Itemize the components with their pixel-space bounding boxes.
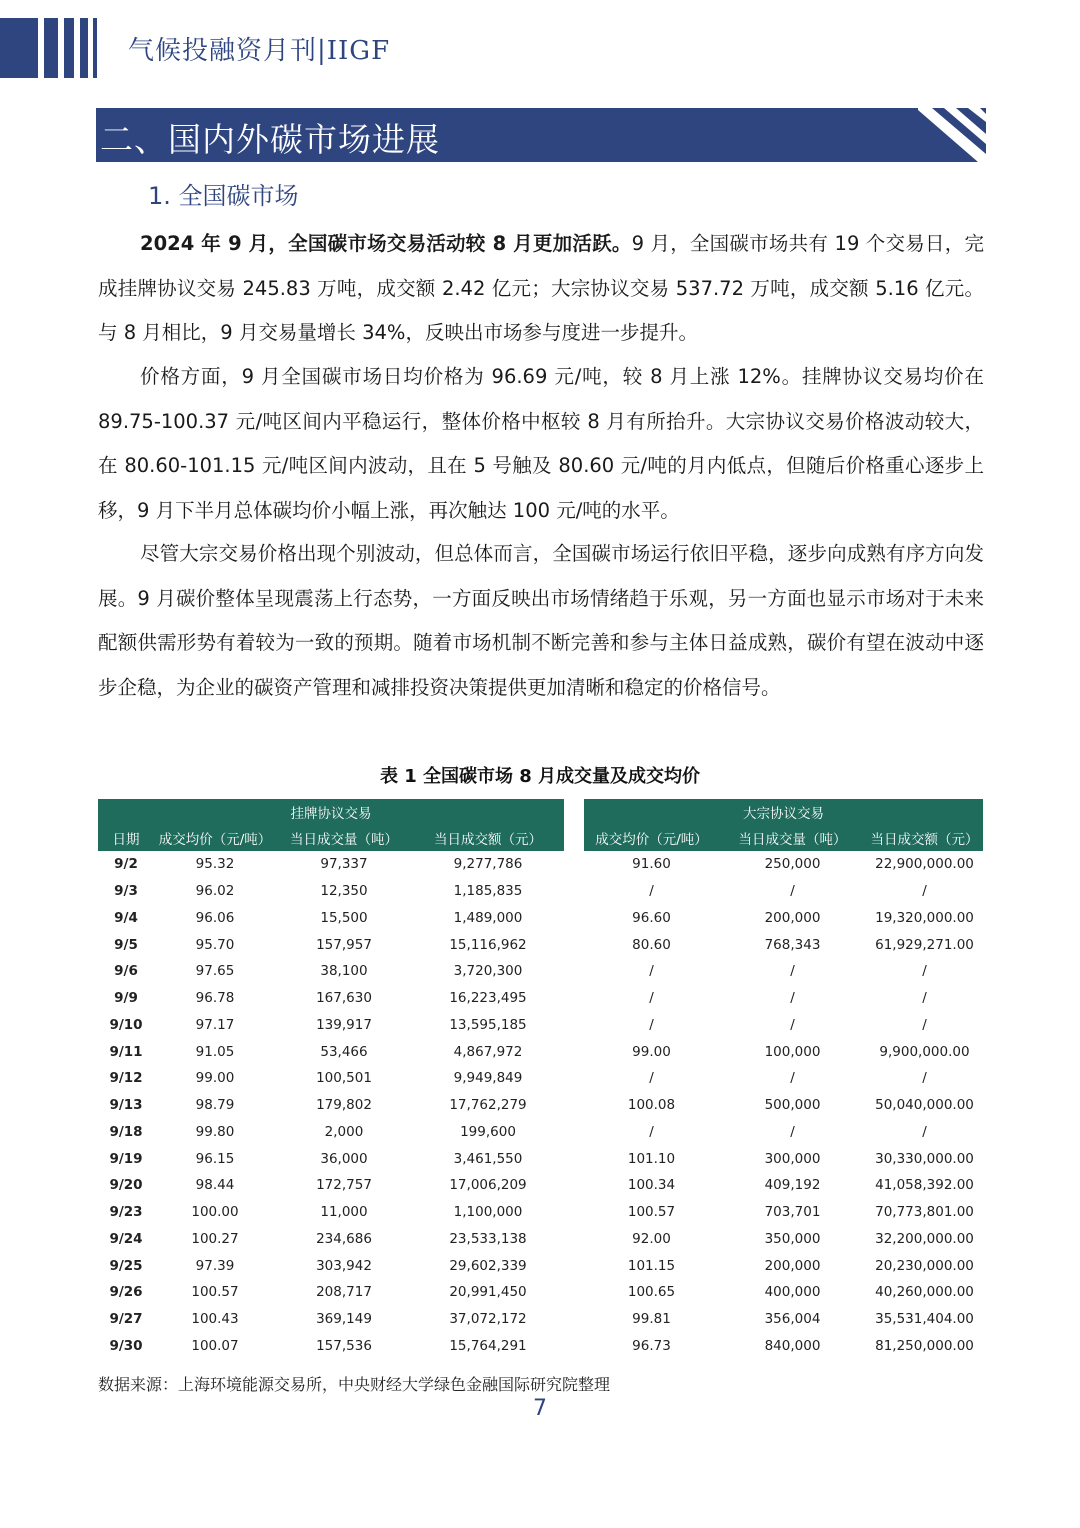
price-cell: 101.15 [627,1257,676,1274]
date-cell: 9/30 [109,1337,143,1354]
price-cell: 99.80 [195,1123,235,1140]
table-row [98,1038,564,1065]
amount-cell: 9,900,000.00 [879,1043,970,1060]
paragraph-1 [98,222,984,356]
volume-cell: 400,000 [764,1284,821,1301]
table-row [584,1145,983,1172]
amount-cell: 20,230,000.00 [875,1257,974,1274]
price-cell: 92.00 [632,1230,671,1247]
price-cell: 100.07 [191,1337,239,1354]
volume-cell: 356,004 [764,1311,821,1328]
price-cell: 100.57 [191,1284,239,1301]
amount-cell: 40,260,000.00 [875,1284,974,1301]
amount-cell: 30,330,000.00 [875,1150,974,1167]
price-cell: 100.00 [191,1204,239,1221]
date-cell: 9/9 [114,990,138,1007]
amount-cell: / [922,1123,927,1140]
table-row [584,1199,983,1226]
date-cell: 9/3 [114,883,138,900]
amount-cell: 35,531,404.00 [875,1311,974,1328]
publication-title: 气候投融资月刊|IIGF [128,36,391,66]
table-row [98,1199,564,1226]
col-header-volume: 当日成交量（吨） [276,825,412,851]
price-cell: 96.78 [195,990,235,1007]
amount-cell: 4,867,972 [453,1043,523,1060]
table-row [98,1226,564,1253]
amount-cell: 32,200,000.00 [875,1230,974,1247]
table-row [584,1279,983,1306]
block-agreement-table [584,799,983,1359]
price-cell: 99.00 [632,1043,671,1060]
volume-cell: 409,192 [764,1177,821,1194]
price-cell: / [649,990,654,1007]
paragraph-2-text: 价格方面，9 月全国碳市场日均价格为 96.69 元/吨，较 8 月上涨 12%。挂牌协议交易均价在 89.75-100.37 元/吨区间内平稳运行，整体价格中枢较 8 月有所抬升。大宗协议交易价格波动较大，在 80.60-101.15 元/吨区间内波动，且在 5 号触及 80.60 元/吨的月内低点，但随后价格重心逐步上移，9 月下半月总体碳均价小幅上涨，再次触达 100 元/吨的水平。 [98,365,984,522]
table-row [98,851,564,878]
section-banner [96,108,986,162]
volume-cell: 369,149 [316,1311,372,1328]
price-cell: 100.57 [627,1204,676,1221]
price-cell: 97.39 [195,1257,235,1274]
amount-cell: 19,320,000.00 [875,909,974,926]
price-cell: 98.44 [195,1177,235,1194]
volume-cell: 12,350 [320,883,368,900]
page-number: 7 [533,1396,547,1421]
price-cell: 96.15 [195,1150,235,1167]
table-row [584,1226,983,1253]
amount-cell: 61,929,271.00 [875,936,974,953]
paragraph-1-text: 9 月，全国碳市场共有 19 个交易日，完成挂牌协议交易 245.83 万吨，成交额 2.42 亿元；大宗协议交易 537.72 万吨，成交额 5.16 亿元。与 8 月相比，9 月交易量增长 34%，反映出市场参与度进一步提升。 [98,232,984,344]
table-row [584,1119,983,1146]
amount-cell: 15,764,291 [449,1337,527,1354]
date-cell: 9/13 [109,1097,143,1114]
amount-cell: 20,991,450 [449,1284,527,1301]
volume-cell: / [790,1070,795,1087]
volume-cell: 167,630 [316,990,372,1007]
volume-cell: 703,701 [764,1204,821,1221]
col-header-volume: 当日成交量（吨） [719,825,866,851]
volume-cell: 840,000 [764,1337,821,1354]
volume-cell: 200,000 [764,1257,821,1274]
header-decoration-bars [0,18,100,78]
volume-cell: 11,000 [320,1204,368,1221]
table-row [98,1065,564,1092]
amount-cell: 41,058,392.00 [875,1177,974,1194]
table-row [584,851,983,878]
listed-agreement-table [98,799,564,1359]
volume-cell: 38,100 [320,963,368,980]
volume-cell: 157,536 [316,1337,372,1354]
amount-cell: 29,602,339 [449,1257,527,1274]
price-cell: 96.02 [195,883,235,900]
amount-cell: 23,533,138 [449,1230,527,1247]
table-row [98,905,564,932]
price-cell: / [649,1123,654,1140]
volume-cell: 36,000 [320,1150,368,1167]
amount-cell: 1,185,835 [453,883,523,900]
amount-cell: / [922,990,927,1007]
col-header-price: 成交均价（元/吨） [154,825,276,851]
amount-cell: 199,600 [460,1123,516,1140]
section-title: 二、国内外碳市场进展 [100,120,440,159]
price-cell: 96.60 [632,909,671,926]
table-row [98,1306,564,1333]
table-row [584,1012,983,1039]
price-cell: 99.00 [195,1070,235,1087]
amount-cell: 37,072,172 [449,1311,527,1328]
amount-cell: / [922,1070,927,1087]
price-cell: / [649,883,654,900]
data-source-note: 数据来源：上海环境能源交易所，中央财经大学绿色金融国际研究院整理 [98,1375,611,1394]
paragraph-2 [98,355,984,533]
price-cell: 97.65 [195,963,235,980]
price-cell: 98.79 [195,1097,235,1114]
volume-cell: / [790,1123,795,1140]
date-cell: 9/10 [109,1016,143,1033]
table-row [584,1172,983,1199]
col-header-amount: 当日成交额（元） [412,825,564,851]
amount-cell: 17,006,209 [449,1177,527,1194]
col-header-amount: 当日成交额（元） [866,825,983,851]
date-cell: 9/11 [109,1043,143,1060]
price-cell: / [649,1070,654,1087]
group-header-block: 大宗协议交易 [584,799,983,825]
table-row [584,958,983,985]
price-cell: 97.17 [195,1016,235,1033]
table-row [98,931,564,958]
volume-cell: 300,000 [764,1150,821,1167]
volume-cell: 200,000 [764,909,821,926]
table-row [98,878,564,905]
date-cell: 9/4 [114,909,138,926]
volume-cell: / [790,990,795,1007]
table-row [98,1145,564,1172]
volume-cell: / [790,1016,795,1033]
table-row [98,1172,564,1199]
table-caption: 表 1 全国碳市场 8 月成交量及成交均价 [379,766,701,787]
volume-cell: 500,000 [764,1097,821,1114]
col-header-price: 成交均价（元/吨） [584,825,719,851]
volume-cell: 157,957 [316,936,372,953]
date-cell: 9/20 [109,1177,143,1194]
date-cell: 9/24 [109,1230,143,1247]
price-cell: 99.81 [632,1311,671,1328]
amount-cell: 13,595,185 [449,1016,527,1033]
price-cell: 95.32 [195,856,235,873]
table-row [584,931,983,958]
table-row [584,905,983,932]
price-cell: 100.27 [191,1230,239,1247]
table-row [98,1252,564,1279]
date-cell: 9/27 [109,1311,143,1328]
date-cell: 9/25 [109,1257,143,1274]
subsection-title: 1. 全国碳市场 [148,182,299,210]
volume-cell: 250,000 [764,856,821,873]
price-cell: 96.06 [195,909,235,926]
volume-cell: 350,000 [764,1230,821,1247]
date-cell: 9/5 [114,936,138,953]
price-cell: 91.60 [632,856,671,873]
date-cell: 9/19 [109,1150,143,1167]
amount-cell: 17,762,279 [449,1097,527,1114]
amount-cell: 1,489,000 [453,909,523,926]
volume-cell: 53,466 [320,1043,368,1060]
price-cell: 96.73 [632,1337,671,1354]
volume-cell: 303,942 [316,1257,372,1274]
group-header-listed: 挂牌协议交易 [98,799,564,825]
volume-cell: 234,686 [316,1230,372,1247]
paragraph-3 [98,532,984,710]
table-row [98,958,564,985]
amount-cell: 16,223,495 [449,990,527,1007]
volume-cell: 97,337 [320,856,368,873]
table-row [584,1065,983,1092]
volume-cell: 208,717 [316,1284,372,1301]
volume-cell: / [790,883,795,900]
volume-cell: 2,000 [324,1123,364,1140]
date-cell: 9/6 [114,963,138,980]
amount-cell: 70,773,801.00 [875,1204,974,1221]
amount-cell: / [922,1016,927,1033]
amount-cell: / [922,883,927,900]
amount-cell: 3,720,300 [453,963,523,980]
table-row [98,1279,564,1306]
amount-cell: 9,949,849 [453,1070,523,1087]
volume-cell: / [790,963,795,980]
volume-cell: 172,757 [316,1177,372,1194]
volume-cell: 139,917 [316,1016,372,1033]
price-cell: 100.65 [627,1284,676,1301]
volume-cell: 15,500 [320,909,368,926]
table-row [584,1252,983,1279]
amount-cell: 50,040,000.00 [875,1097,974,1114]
price-cell: 100.43 [191,1311,239,1328]
table-row [98,1012,564,1039]
table-row [584,1092,983,1119]
volume-cell: 100,501 [316,1070,372,1087]
date-cell: 9/26 [109,1284,143,1301]
table-row [584,1306,983,1333]
price-cell: 100.08 [627,1097,676,1114]
amount-cell: 81,250,000.00 [875,1337,974,1354]
date-cell: 9/12 [109,1070,143,1087]
paragraph-1-lead: 2024 年 9 月，全国碳市场交易活动较 8 月更加活跃。 [140,232,632,255]
price-cell: 95.70 [195,936,235,953]
paragraph-3-text: 尽管大宗交易价格出现个别波动，但总体而言，全国碳市场运行依旧平稳，逐步向成熟有序方向发展。9 月碳价整体呈现震荡上行态势，一方面反映出市场情绪趋于乐观，另一方面也显示市场对于未来配额供需形势有着较为一致的预期。随着市场机制不断完善和参与主体日益成熟，碳价有望在波动中逐步企稳，为企业的碳资产管理和减排投资决策提供更加清晰和稳定的价格信号。 [98,542,984,699]
table-row [98,1119,564,1146]
date-cell: 9/23 [109,1204,143,1221]
volume-cell: 179,802 [316,1097,372,1114]
table-row [584,985,983,1012]
table-row [98,1333,564,1360]
amount-cell: 15,116,962 [449,936,527,953]
price-cell: 100.34 [627,1177,676,1194]
price-cell: / [649,963,654,980]
amount-cell: 22,900,000.00 [875,856,974,873]
banner-stripes-decoration [916,108,986,162]
price-cell: 101.10 [627,1150,676,1167]
amount-cell: 3,461,550 [453,1150,523,1167]
price-cell: / [649,1016,654,1033]
amount-cell: / [922,963,927,980]
amount-cell: 1,100,000 [453,1204,523,1221]
date-cell: 9/18 [109,1123,143,1140]
col-header-date: 日期 [98,825,154,851]
volume-cell: 100,000 [764,1043,821,1060]
table-row [584,878,983,905]
price-cell: 91.05 [195,1043,235,1060]
date-cell: 9/2 [114,856,138,873]
table-row [98,1092,564,1119]
price-cell: 80.60 [632,936,671,953]
table-row [584,1038,983,1065]
amount-cell: 9,277,786 [453,856,523,873]
table-row [584,1333,983,1360]
volume-cell: 768,343 [764,936,821,953]
table-row [98,985,564,1012]
